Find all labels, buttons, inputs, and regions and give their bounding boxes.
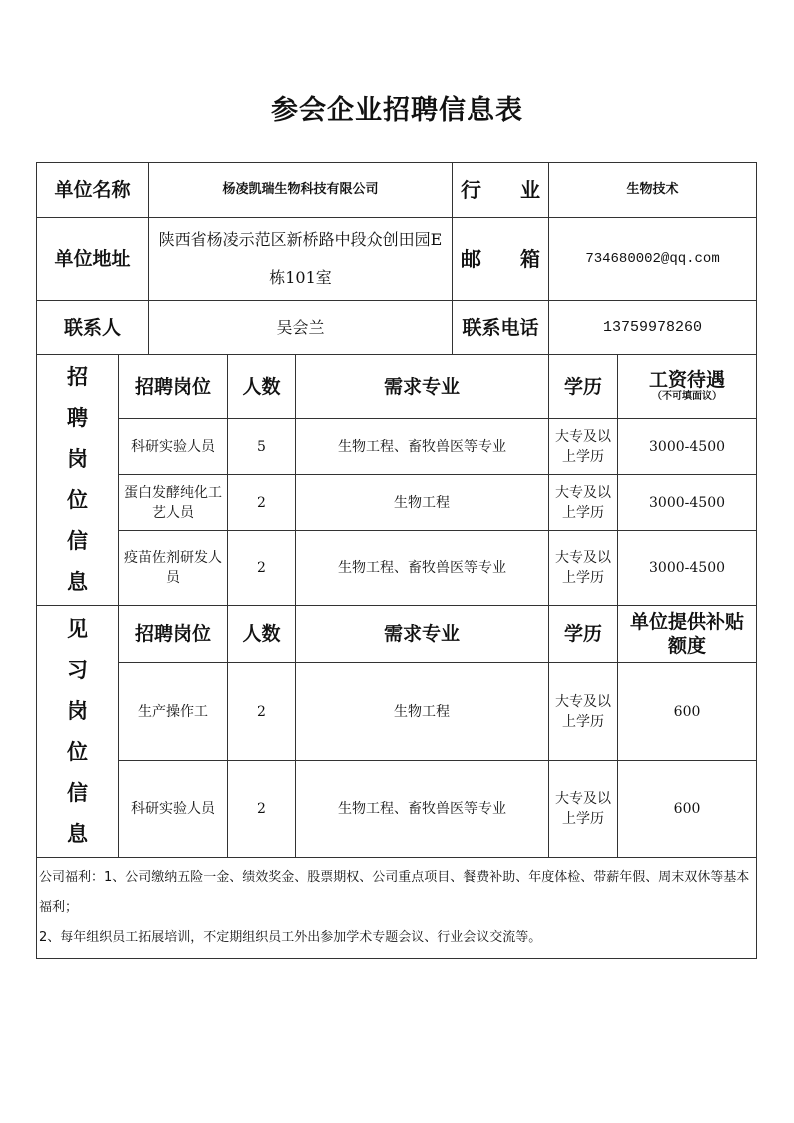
address-label: 单位地址 — [37, 218, 149, 301]
count: 2 — [228, 475, 296, 531]
industry-label-1: 行 — [461, 178, 482, 202]
benefits-line-2: 2、每年组织员工拓展培训，不定期组织员工外出参加学术专题会议、行业会议交流等。 — [39, 930, 542, 945]
major: 生物工程 — [296, 475, 549, 531]
email: 734680002@qq.com — [549, 218, 757, 301]
subsidy: 600 — [618, 761, 757, 858]
table-row — [37, 419, 757, 475]
major: 生物工程、畜牧兽医等专业 — [296, 419, 549, 475]
contact-label: 联系人 — [37, 301, 149, 355]
recruit-section-label: 招 聘 岗 位 信 息 — [37, 355, 119, 606]
company-name-label: 单位名称 — [37, 163, 149, 218]
education: 大专及以上学历 — [549, 531, 618, 606]
intern-header-major: 需求专业 — [296, 606, 549, 663]
email-label-2: 箱 — [520, 247, 541, 271]
count: 2 — [228, 663, 296, 761]
phone: 13759978260 — [549, 301, 757, 355]
recruitment-info-table — [36, 162, 757, 959]
intern-header-subsidy: 单位提供补贴额度 — [618, 606, 757, 663]
benefits-line-1: 公司福利：1、公司缴纳五险一金、绩效奖金、股票期权、公司重点项目、餐费补助、年度体检、带薪年假、周末双休等基本福利； — [39, 870, 750, 915]
benefits — [37, 858, 757, 959]
page-title: 参会企业招聘信息表 — [271, 95, 523, 126]
table-row — [37, 531, 757, 606]
major: 生物工程 — [296, 663, 549, 761]
industry-label-2: 业 — [520, 178, 541, 202]
table-row — [37, 761, 757, 858]
email-label — [453, 218, 549, 301]
subsidy: 600 — [618, 663, 757, 761]
salary-note: （不可填面议） — [652, 390, 723, 402]
count: 2 — [228, 531, 296, 606]
position: 科研实验人员 — [119, 761, 228, 858]
intern-header-position: 招聘岗位 — [119, 606, 228, 663]
education: 大专及以上学历 — [549, 761, 618, 858]
education: 大专及以上学历 — [549, 475, 618, 531]
industry: 生物技术 — [549, 163, 757, 218]
intern-header-count: 人数 — [228, 606, 296, 663]
education: 大专及以上学历 — [549, 663, 618, 761]
table-row — [37, 475, 757, 531]
major: 生物工程、畜牧兽医等专业 — [296, 761, 549, 858]
recruit-header-major: 需求专业 — [296, 355, 549, 419]
recruit-header-position: 招聘岗位 — [119, 355, 228, 419]
count: 5 — [228, 419, 296, 475]
intern-header-education: 学历 — [549, 606, 618, 663]
internship-section-label: 见 习 岗 位 信 息 — [37, 606, 119, 858]
salary: 3000-4500 — [618, 475, 757, 531]
count: 2 — [228, 761, 296, 858]
phone-label: 联系电话 — [453, 301, 549, 355]
recruit-header-salary — [618, 355, 757, 419]
salary-label: 工资待遇 — [649, 368, 726, 391]
salary: 3000-4500 — [618, 531, 757, 606]
recruit-header-count: 人数 — [228, 355, 296, 419]
recruit-header-education: 学历 — [549, 355, 618, 419]
position: 疫苗佐剂研发人员 — [119, 531, 228, 606]
position: 蛋白发酵纯化工艺人员 — [119, 475, 228, 531]
major: 生物工程、畜牧兽医等专业 — [296, 531, 549, 606]
address: 陕西省杨凌示范区新桥路中段众创田园E栋101室 — [149, 218, 453, 301]
industry-label — [453, 163, 549, 218]
email-label-1: 邮 — [461, 247, 482, 271]
salary: 3000-4500 — [618, 419, 757, 475]
education: 大专及以上学历 — [549, 419, 618, 475]
table-row — [37, 663, 757, 761]
position: 生产操作工 — [119, 663, 228, 761]
contact: 吴会兰 — [149, 301, 453, 355]
position: 科研实验人员 — [119, 419, 228, 475]
company-name: 杨凌凯瑞生物科技有限公司 — [149, 163, 453, 218]
